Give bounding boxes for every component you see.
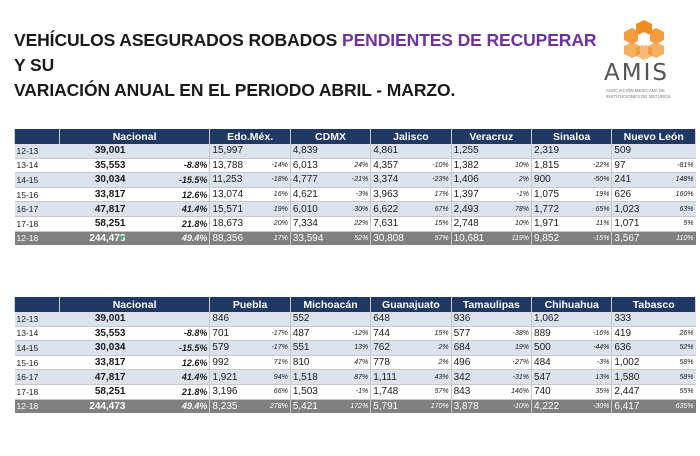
state-value-cell: 4,222 [532, 399, 585, 413]
table-header-row [15, 129, 696, 144]
table-header-row [15, 297, 696, 312]
table-row [15, 187, 696, 202]
state-value-cell: 8,235 [210, 399, 263, 413]
period-cell: 12-18 [15, 231, 60, 245]
state-pct-cell: -21% [343, 173, 370, 188]
state-value-cell: 10,681 [451, 231, 504, 245]
nacional-value-cell: 30,034 [59, 173, 127, 188]
state-value-cell: 509 [612, 144, 668, 158]
header-chihuahua: Chihuahua [532, 297, 612, 312]
state-value-cell: 1,382 [451, 158, 504, 173]
period-cell: 12-13 [15, 312, 60, 326]
state-pct-cell: 67% [424, 202, 451, 217]
state-value-cell: 9,852 [532, 231, 585, 245]
state-value-cell: 4,839 [290, 144, 343, 158]
state-value-cell: 4,357 [371, 158, 424, 173]
state-pct-cell: 58% [668, 370, 696, 385]
state-pct-cell: 119% [504, 231, 531, 245]
header-michoacan: Michoacán [290, 297, 370, 312]
state-pct-cell: 47% [343, 355, 370, 370]
header-nacional: Nacional [59, 129, 210, 144]
state-pct-cell: 10% [504, 216, 531, 231]
state-pct-cell: -31% [504, 370, 531, 385]
table-row [15, 370, 696, 385]
state-pct-cell: 55% [668, 384, 696, 399]
state-pct-cell: 30% [343, 202, 370, 217]
nacional-pct-cell: 41.4% [127, 202, 209, 217]
state-value-cell: 5,791 [371, 399, 424, 413]
state-value-cell: 701 [210, 326, 263, 341]
period-cell: 16-17 [15, 370, 60, 385]
header-year-blank [15, 129, 60, 144]
header-cdmx: CDMX [290, 129, 370, 144]
state-value-cell: 3,374 [371, 173, 424, 188]
table-row [15, 202, 696, 217]
state-pct-cell: 15% [424, 216, 451, 231]
header-puebla: Puebla [210, 297, 290, 312]
state-value-cell: 2,748 [451, 216, 504, 231]
state-pct-cell: -17% [263, 326, 290, 341]
state-pct-cell: 65% [584, 202, 611, 217]
nacional-value-cell: 244,473 [59, 399, 127, 413]
table-group-2 [14, 297, 696, 413]
state-pct-cell: 148% [668, 173, 696, 188]
state-value-cell: 3,878 [451, 399, 504, 413]
state-pct-cell: 52% [343, 231, 370, 245]
state-pct-cell [343, 312, 370, 326]
header-nuevo-leon: Nuevo León [612, 129, 696, 144]
title-line2: VARIACIÓN ANUAL EN EL PERIODO ABRIL - MARZO. [14, 80, 456, 100]
nacional-pct-cell [127, 312, 209, 326]
state-value-cell: 843 [451, 384, 504, 399]
nacional-value-cell: 33,817 [59, 355, 127, 370]
table-row [15, 355, 696, 370]
state-value-cell: 992 [210, 355, 263, 370]
state-pct-cell [668, 312, 696, 326]
state-value-cell: 1,406 [451, 173, 504, 188]
state-value-cell: 900 [532, 173, 585, 188]
state-pct-cell: 170% [424, 399, 451, 413]
nacional-pct-cell: -8.8% [127, 326, 209, 341]
state-value-cell: 1,002 [612, 355, 668, 370]
state-pct-cell: 10% [504, 158, 531, 173]
header-tamaulipas: Tamaulipas [451, 297, 531, 312]
state-value-cell: 1,255 [451, 144, 504, 158]
state-value-cell: 241 [612, 173, 668, 188]
state-pct-cell: 11% [584, 216, 611, 231]
state-value-cell: 97 [612, 158, 668, 173]
state-pct-cell: 110% [668, 231, 696, 245]
nacional-value-cell: 58,251 [59, 216, 127, 231]
state-value-cell: 744 [371, 326, 424, 341]
state-pct-cell: -22% [584, 158, 611, 173]
logo-brand: AMIS [604, 60, 669, 86]
state-value-cell: 7,631 [371, 216, 424, 231]
nacional-pct-cell: -15.5% [127, 341, 209, 356]
state-value-cell: 1,748 [371, 384, 424, 399]
state-value-cell: 740 [532, 384, 585, 399]
period-cell: 15-16 [15, 187, 60, 202]
state-pct-cell: -18% [263, 173, 290, 188]
state-pct-cell: 13% [584, 370, 611, 385]
state-value-cell: 11,253 [210, 173, 263, 188]
state-pct-cell: 19% [584, 187, 611, 202]
nacional-pct-cell [127, 144, 209, 158]
state-value-cell: 88,356 [210, 231, 263, 245]
state-value-cell: 1,921 [210, 370, 263, 385]
nacional-value-cell: 35,553 [59, 158, 127, 173]
state-pct-cell: -27% [504, 355, 531, 370]
period-cell: 17-18 [15, 216, 60, 231]
state-pct-cell: -10% [504, 399, 531, 413]
state-value-cell: 15,997 [210, 144, 263, 158]
state-pct-cell: 172% [343, 399, 370, 413]
state-value-cell: 1,580 [612, 370, 668, 385]
state-value-cell: 778 [371, 355, 424, 370]
state-pct-cell: 35% [584, 384, 611, 399]
state-value-cell: 2,447 [612, 384, 668, 399]
state-pct-cell: 26% [668, 326, 696, 341]
state-value-cell: 13,788 [210, 158, 263, 173]
state-value-cell: 419 [612, 326, 668, 341]
header-nacional: Nacional [59, 297, 210, 312]
state-pct-cell: 57% [424, 384, 451, 399]
state-pct-cell [424, 144, 451, 158]
state-pct-cell: 63% [668, 202, 696, 217]
nacional-value-cell: 30,034 [59, 341, 127, 356]
state-pct-cell: 146% [504, 384, 531, 399]
state-value-cell: 3,963 [371, 187, 424, 202]
table-row [15, 216, 696, 231]
table-total-row [15, 399, 696, 413]
nacional-pct-cell: 41.4% [127, 370, 209, 385]
nacional-pct-cell: 12.6% [127, 355, 209, 370]
state-value-cell: 18,673 [210, 216, 263, 231]
state-pct-cell [504, 144, 531, 158]
header-tabasco: Tabasco [612, 297, 696, 312]
state-pct-cell [263, 144, 290, 158]
state-pct-cell: -44% [584, 341, 611, 356]
nacional-value-cell: 39,001 [59, 144, 127, 158]
state-pct-cell: -3% [343, 187, 370, 202]
state-value-cell: 3,567 [612, 231, 668, 245]
state-pct-cell: 2% [424, 341, 451, 356]
state-value-cell: 1,023 [612, 202, 668, 217]
state-value-cell: 1,062 [532, 312, 585, 326]
table-group-1 [14, 129, 696, 245]
state-value-cell: 487 [290, 326, 343, 341]
header-year-blank [15, 297, 60, 312]
state-value-cell: 13,074 [210, 187, 263, 202]
nacional-value-cell: 244,473 [59, 231, 127, 245]
state-value-cell: 579 [210, 341, 263, 356]
state-pct-cell: 635% [668, 399, 696, 413]
state-value-cell: 1,518 [290, 370, 343, 385]
state-pct-cell: -12% [343, 326, 370, 341]
state-pct-cell: 66% [263, 384, 290, 399]
nacional-pct-cell: 49.4% [127, 231, 209, 245]
table-row [15, 384, 696, 399]
state-pct-cell [504, 312, 531, 326]
state-pct-cell: -16% [584, 326, 611, 341]
state-pct-cell: -15% [584, 231, 611, 245]
table-row [15, 158, 696, 173]
state-value-cell: 2,319 [532, 144, 585, 158]
state-pct-cell: 19% [504, 341, 531, 356]
state-value-cell: 936 [451, 312, 504, 326]
state-pct-cell [584, 144, 611, 158]
state-pct-cell: 94% [263, 370, 290, 385]
state-pct-cell: -3% [584, 355, 611, 370]
state-value-cell: 636 [612, 341, 668, 356]
state-value-cell: 500 [532, 341, 585, 356]
header-guanajuato: Guanajuato [371, 297, 451, 312]
state-pct-cell: -10% [424, 158, 451, 173]
period-cell: 16-17 [15, 202, 60, 217]
state-pct-cell: 19% [263, 202, 290, 217]
state-pct-cell: 58% [668, 355, 696, 370]
state-value-cell: 496 [451, 355, 504, 370]
state-pct-cell [584, 312, 611, 326]
state-value-cell: 4,621 [290, 187, 343, 202]
state-value-cell: 6,622 [371, 202, 424, 217]
state-pct-cell: 20% [263, 216, 290, 231]
state-value-cell: 1,971 [532, 216, 585, 231]
state-pct-cell [668, 144, 696, 158]
nacional-value-cell: 33,817 [59, 187, 127, 202]
state-pct-cell: 160% [668, 187, 696, 202]
state-pct-cell: 17% [263, 231, 290, 245]
state-value-cell: 7,334 [290, 216, 343, 231]
period-cell: 13-14 [15, 158, 60, 173]
nacional-value-cell: 35,553 [59, 326, 127, 341]
state-value-cell: 484 [532, 355, 585, 370]
state-value-cell: 1,075 [532, 187, 585, 202]
table-row [15, 312, 696, 326]
state-value-cell: 6,013 [290, 158, 343, 173]
state-value-cell: 547 [532, 370, 585, 385]
table-row [15, 173, 696, 188]
state-pct-cell [263, 312, 290, 326]
state-value-cell: 1,071 [612, 216, 668, 231]
state-value-cell: 762 [371, 341, 424, 356]
state-pct-cell: -1% [343, 384, 370, 399]
nacional-pct-cell: -15.5% [127, 173, 209, 188]
state-pct-cell: 278% [263, 399, 290, 413]
nacional-pct-cell: 21.8% [127, 216, 209, 231]
state-pct-cell: 43% [424, 370, 451, 385]
title-highlight: PENDIENTES DE RECUPERAR [342, 30, 597, 50]
state-value-cell: 577 [451, 326, 504, 341]
state-value-cell: 4,777 [290, 173, 343, 188]
nacional-value-cell: 47,817 [59, 202, 127, 217]
state-value-cell: 2,493 [451, 202, 504, 217]
state-pct-cell: 13% [343, 341, 370, 356]
period-cell: 17-18 [15, 384, 60, 399]
state-value-cell: 648 [371, 312, 424, 326]
table-row [15, 326, 696, 341]
title-part2: Y SU [14, 55, 55, 75]
header-edomex: Edo.Méx. [210, 129, 290, 144]
state-value-cell: 1,111 [371, 370, 424, 385]
state-pct-cell: -81% [668, 158, 696, 173]
state-pct-cell: 87% [343, 370, 370, 385]
state-pct-cell: 22% [343, 216, 370, 231]
state-pct-cell: -14% [263, 158, 290, 173]
period-cell: 12-18 [15, 399, 60, 413]
nacional-value-cell: 58,251 [59, 384, 127, 399]
state-value-cell: 6,417 [612, 399, 668, 413]
state-value-cell: 5,421 [290, 399, 343, 413]
period-cell: 15-16 [15, 355, 60, 370]
amis-hexagon-icon [622, 18, 666, 62]
nacional-value-cell: 39,001 [59, 312, 127, 326]
state-value-cell: 15,571 [210, 202, 263, 217]
state-pct-cell: -30% [584, 399, 611, 413]
state-pct-cell [343, 144, 370, 158]
state-value-cell: 1,397 [451, 187, 504, 202]
table-row [15, 341, 696, 356]
state-pct-cell: 5% [668, 216, 696, 231]
nacional-pct-cell: 49.4% [127, 399, 209, 413]
state-value-cell: 4,861 [371, 144, 424, 158]
state-pct-cell [424, 312, 451, 326]
cell-corner-marker [120, 236, 125, 241]
state-pct-cell: 15% [424, 326, 451, 341]
table-row [15, 144, 696, 158]
state-pct-cell: 71% [263, 355, 290, 370]
page-title [14, 28, 604, 103]
state-value-cell: 684 [451, 341, 504, 356]
state-pct-cell: 78% [504, 202, 531, 217]
state-value-cell: 626 [612, 187, 668, 202]
state-pct-cell: -50% [584, 173, 611, 188]
state-pct-cell: 16% [263, 187, 290, 202]
logo-subtitle: ASOCIACIÓN MEXICANA DE INSTITUCIONES DE SEGUROS [606, 88, 671, 99]
state-pct-cell: -23% [424, 173, 451, 188]
state-value-cell: 1,772 [532, 202, 585, 217]
nacional-pct-cell: 21.8% [127, 384, 209, 399]
nacional-value-cell: 47,817 [59, 370, 127, 385]
state-pct-cell: 24% [343, 158, 370, 173]
header-veracruz: Veracruz [451, 129, 531, 144]
state-value-cell: 30,808 [371, 231, 424, 245]
header-jalisco: Jalisco [371, 129, 451, 144]
state-value-cell: 552 [290, 312, 343, 326]
state-pct-cell: 2% [424, 355, 451, 370]
nacional-pct-cell: 12.6% [127, 187, 209, 202]
state-pct-cell: 57% [424, 231, 451, 245]
state-pct-cell: -17% [263, 341, 290, 356]
state-pct-cell: 2% [504, 173, 531, 188]
state-pct-cell: 17% [424, 187, 451, 202]
period-cell: 14-15 [15, 173, 60, 188]
state-value-cell: 1,503 [290, 384, 343, 399]
state-value-cell: 33,594 [290, 231, 343, 245]
period-cell: 14-15 [15, 341, 60, 356]
state-value-cell: 342 [451, 370, 504, 385]
state-value-cell: 810 [290, 355, 343, 370]
state-value-cell: 551 [290, 341, 343, 356]
period-cell: 13-14 [15, 326, 60, 341]
state-value-cell: 889 [532, 326, 585, 341]
state-value-cell: 1,815 [532, 158, 585, 173]
state-value-cell: 333 [612, 312, 668, 326]
state-pct-cell: 52% [668, 341, 696, 356]
state-value-cell: 846 [210, 312, 263, 326]
period-cell: 12-13 [15, 144, 60, 158]
title-part1: VEHÍCULOS ASEGURADOS ROBADOS [14, 30, 343, 50]
state-value-cell: 6,010 [290, 202, 343, 217]
table-total-row [15, 231, 696, 245]
nacional-pct-cell: -8.8% [127, 158, 209, 173]
header-sinaloa: Sinaloa [532, 129, 612, 144]
state-value-cell: 3,196 [210, 384, 263, 399]
state-pct-cell: -38% [504, 326, 531, 341]
amis-logo [600, 18, 692, 106]
state-pct-cell: -1% [504, 187, 531, 202]
